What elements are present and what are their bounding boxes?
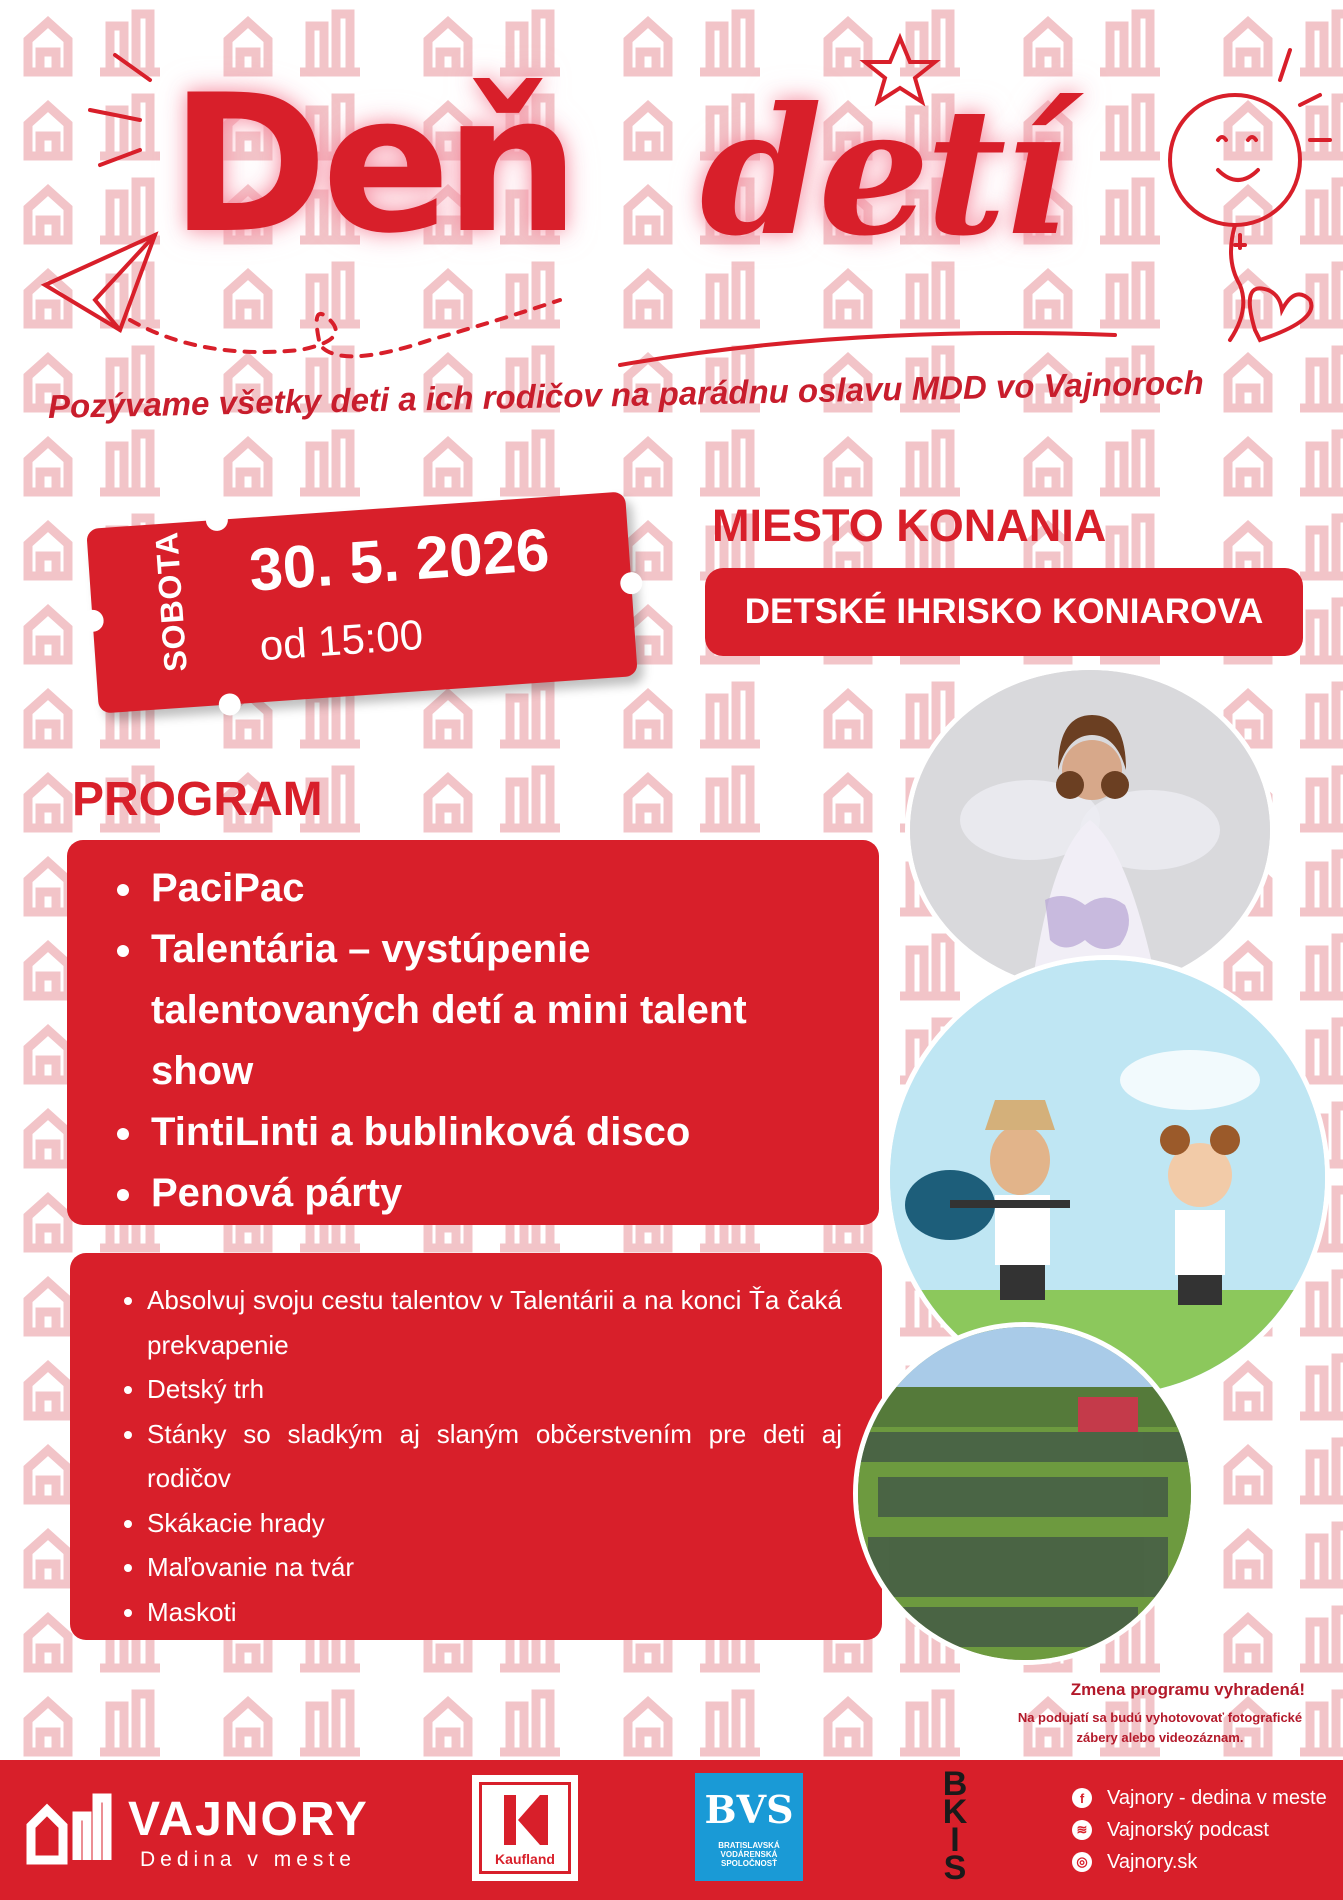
program-change-notice: Zmena programu vyhradená!: [1070, 1680, 1305, 1699]
social-links: [1072, 1782, 1327, 1878]
social-facebook[interactable]: [1072, 1782, 1327, 1814]
extras-item: • Detský trh: [147, 1367, 842, 1412]
bvs-logo-letters: BVS: [704, 1787, 794, 1832]
venue-name: DETSKÉ IHRISKO KONIAROVA: [744, 592, 1264, 631]
instagram-icon: ◎: [1072, 1852, 1092, 1872]
program-item: • Talentária – vystúpenie talentovaných detí a mini talent show: [147, 919, 859, 1102]
event-day: SOBOTA: [148, 530, 194, 673]
photo-recording-notice: Na podujatí sa budú vyhotovovať fotografické zábery alebo videozáznam.: [1017, 1710, 1303, 1745]
social-spotify[interactable]: [1072, 1814, 1327, 1846]
social-facebook-label: Vajnory - dedina v meste: [1107, 1786, 1327, 1809]
program-item: • TintiLinti a bublinková disco: [147, 1102, 859, 1163]
title-word-deti: detí: [700, 70, 1066, 275]
fairy-performer-photo: [905, 665, 1275, 995]
extras-item: • Skákacie hrady: [147, 1501, 842, 1546]
event-date: 30. 5. 2026: [247, 515, 552, 604]
subtitle: Pozývame všetky deti a ich rodičov na parádnu oslavu MDD vo Vajnoroch: [47, 363, 1205, 425]
kaufland-logo: [472, 1775, 578, 1881]
event-time: od 15:00: [258, 610, 425, 670]
date-ticket: [86, 491, 638, 713]
extras-item: • Maskoti: [147, 1590, 842, 1635]
vajnory-tagline: Dedina v meste: [140, 1848, 356, 1871]
venue-box: [705, 568, 1303, 656]
spotify-icon: ≋: [1072, 1820, 1092, 1840]
ticket-notch: [205, 508, 228, 531]
extras-item: • Absolvuj svoju cestu talentov v Talentárii a na konci Ťa čaká prekvapenie: [147, 1278, 842, 1367]
extras-box: [70, 1253, 882, 1640]
program-box: [67, 840, 879, 1225]
social-instagram[interactable]: [1072, 1846, 1327, 1878]
bvs-company-name: BRATISLAVSKÁ VODÁRENSKÁ SPOLOČNOSŤ: [718, 1841, 780, 1868]
extras-list: [70, 1253, 882, 1634]
crowd-photo: [853, 1322, 1196, 1665]
program-list: [67, 840, 879, 1224]
bvs-logo: [695, 1773, 803, 1881]
bkis-logo: BKIS: [942, 1765, 968, 1887]
kaufland-label: Kaufland: [495, 1851, 555, 1867]
vajnory-brand-name: VAJNORY: [128, 1793, 369, 1846]
footer: [0, 1760, 1343, 1900]
kaufland-k-icon: [504, 1795, 548, 1845]
program-item: • PaciPac: [147, 858, 859, 919]
program-heading: PROGRAM: [72, 773, 323, 826]
tintilinti-cartoon-photo: [885, 955, 1330, 1400]
extras-item: • Stánky so sladkým aj slaným občerstvením pre deti aj rodičov: [147, 1412, 842, 1501]
social-spotify-label: Vajnorský podcast: [1107, 1818, 1269, 1841]
venue-heading: MIESTO KONANIA: [712, 500, 1107, 551]
ticket-notch: [81, 609, 104, 632]
facebook-icon: f: [1072, 1788, 1092, 1808]
program-item: • Penová párty: [147, 1163, 859, 1224]
extras-item: • Maľovanie na tvár: [147, 1545, 842, 1590]
vajnory-logo-icon: [25, 1786, 115, 1866]
social-instagram-label: Vajnory.sk: [1107, 1850, 1198, 1873]
title-word-den: Deň: [170, 54, 574, 275]
